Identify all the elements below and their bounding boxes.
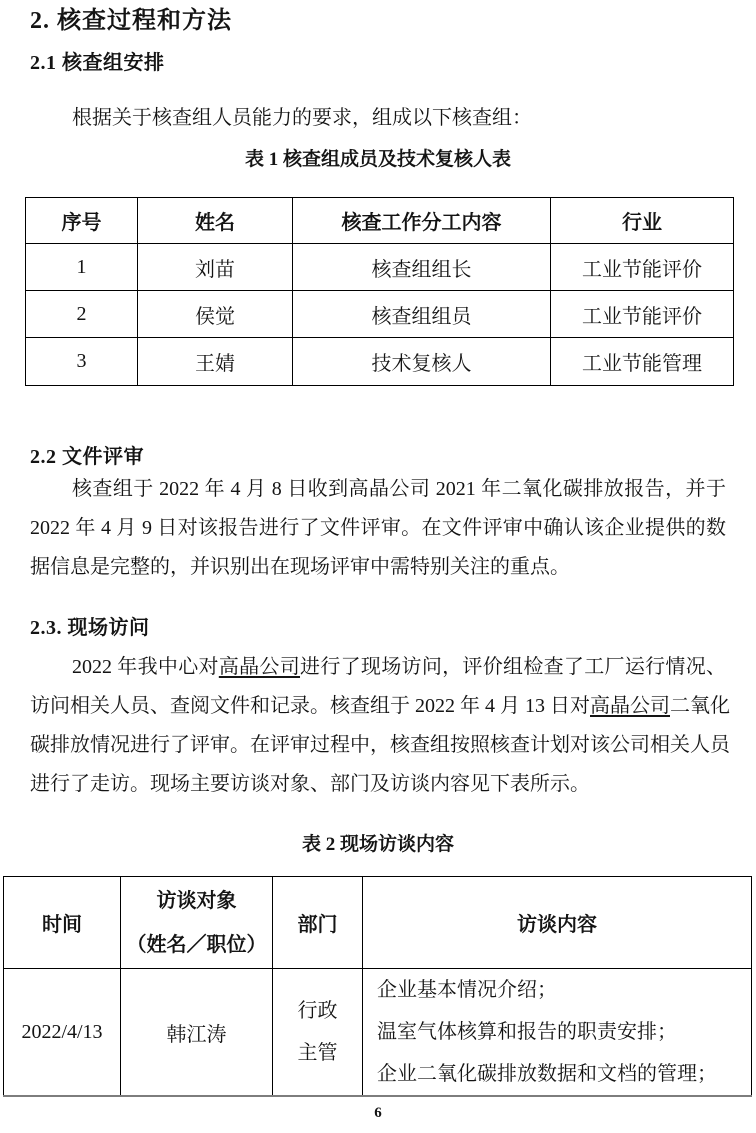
paragraph-line (30, 648, 726, 687)
table-row (26, 291, 734, 338)
cell-index: 2 (26, 291, 138, 338)
col-header-name: 姓名 (138, 198, 293, 244)
cell-industry: 工业节能评价 (551, 244, 734, 291)
text-segment: 访问相关人员、查阅文件和记录。核查组于 2022 年 4 月 13 日对 (30, 695, 590, 717)
col-header-role: 核查工作分工内容 (293, 198, 551, 244)
paragraph-line (30, 687, 730, 726)
table2-caption: 表 2 现场访谈内容 (301, 834, 454, 855)
cell-industry: 工业节能管理 (551, 338, 734, 386)
cell-name: 刘苗 (138, 244, 293, 291)
table-header-row (4, 877, 752, 969)
paragraph-line: 核查组于 2022 年 4 月 8 日收到高晶公司 2021 年二氧化碳排放报告，并于 (72, 478, 726, 500)
cell-role: 核查组组长 (293, 244, 551, 291)
paragraph-document-review (30, 470, 726, 587)
table1-caption: 表 1 核查组成员及技术复核人表 (244, 149, 511, 170)
paragraph-site-visit (30, 648, 730, 804)
col-header-industry: 行业 (551, 198, 734, 244)
paragraph-line: 据信息是完整的，并识别出在现场评审中需特别关注的重点。 (30, 556, 570, 578)
paragraph-line: 2022 年 4 月 9 日对该报告进行了文件评审。在文件评审中确认该企业提供的数 (30, 517, 726, 539)
col-header-content: 访谈内容 (363, 877, 752, 969)
subsection-heading-2-3: 2.3. 现场访问 (30, 617, 150, 639)
col-header-interviewee-line2: （姓名／职位） (126, 933, 267, 956)
cell-interview-content (363, 969, 752, 1097)
interview-topic: 企业二氧化碳排放数据和文档的管理； (377, 1063, 717, 1085)
cell-name: 王婧 (138, 338, 293, 386)
paragraph-team-intro (30, 99, 726, 138)
section-heading-2: 2. 核查过程和方法 (30, 8, 232, 34)
text-segment: 进行了走访。现场主要访谈对象、部门及访谈内容见下表所示。 (30, 773, 590, 795)
table-row (4, 969, 752, 1097)
table-row (26, 244, 734, 291)
page-number: 6 (374, 1105, 382, 1121)
underlined-company-name: 高晶公司 (590, 695, 670, 717)
col-header-interviewee (121, 877, 273, 969)
subsection-heading-2-2: 2.2 文件评审 (30, 446, 144, 468)
underlined-company-name: 高晶公司 (218, 656, 301, 678)
paragraph-line (30, 726, 730, 765)
text-segment: 二氧化 (670, 695, 730, 717)
department-line: 主管 (297, 1042, 338, 1064)
col-header-time: 时间 (4, 877, 121, 969)
col-header-index: 序号 (26, 198, 138, 244)
table-header-row (26, 198, 734, 244)
col-header-department: 部门 (273, 877, 363, 969)
col-header-interviewee-line1: 访谈对象 (156, 889, 237, 912)
verification-team-table (25, 197, 734, 386)
interview-topic: 企业基本情况介绍； (377, 979, 557, 1001)
cell-index: 3 (26, 338, 138, 386)
cell-index: 1 (26, 244, 138, 291)
table-row (26, 338, 734, 386)
text-segment: 进行了现场访问，评价组检查了工厂运行情况、 (300, 656, 727, 678)
department-line: 行政 (297, 1000, 338, 1022)
interview-table (3, 876, 752, 1097)
cell-department (273, 969, 363, 1097)
text-segment: 碳排放情况进行了评审。在评审过程中，核查组按照核查计划对该公司相关人员 (30, 734, 730, 756)
subsection-heading-2-1: 2.1 核查组安排 (30, 52, 165, 74)
cell-name: 侯觉 (138, 291, 293, 338)
paragraph-line (30, 765, 726, 804)
cell-time: 2022/4/13 (4, 969, 121, 1097)
cell-interviewee: 韩江涛 (121, 969, 273, 1097)
paragraph-line: 根据关于核查组人员能力的要求，组成以下核查组： (72, 107, 532, 129)
cell-role: 技术复核人 (293, 338, 551, 386)
cell-role: 核查组组员 (293, 291, 551, 338)
text-segment: 2022 年我中心对 (72, 656, 219, 678)
cell-industry: 工业节能评价 (551, 291, 734, 338)
interview-topic: 温室气体核算和报告的职责安排； (377, 1021, 677, 1043)
